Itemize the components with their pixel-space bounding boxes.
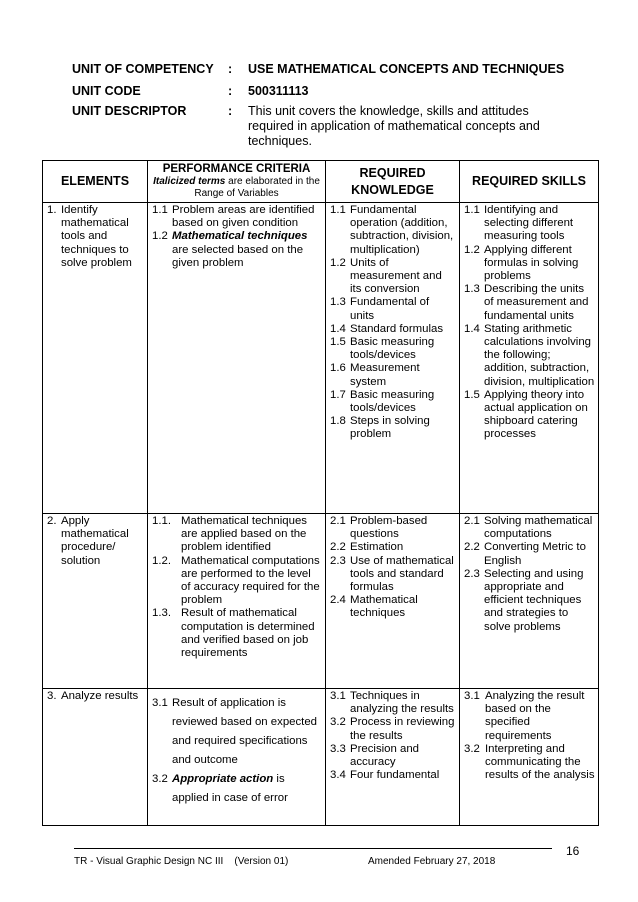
- list-item: 1.2 Units of measurement and its conversion: [330, 256, 442, 296]
- colon: :: [228, 84, 233, 98]
- list-item: 3.1 Analyzing the result based on the specified requirements: [464, 690, 585, 742]
- list-item: 3.2 Process in reviewing the results: [330, 716, 455, 742]
- list-item: 2.2 Estimation: [330, 541, 404, 554]
- header-performance-criteria: [148, 161, 326, 203]
- skills-cell: [460, 689, 599, 826]
- table-row: [43, 689, 599, 826]
- page-number: 16: [566, 844, 580, 858]
- list-item: 3.1 Techniques in analyzing the results: [330, 690, 454, 716]
- footer-divider: [74, 848, 552, 849]
- list-item: 1.8 Steps in solving problem: [330, 415, 430, 441]
- list-item: 1.2. Mathematical computations are performed to the level of accuracy required for the problem: [152, 554, 320, 607]
- skills-cell: [460, 514, 599, 689]
- list-item: 1.5 Applying theory into actual application on shipboard catering processes: [464, 388, 588, 441]
- knowledge-cell: [326, 514, 460, 689]
- skills-cell: [460, 203, 599, 514]
- list-item: 2.3 Use of mathematical tools and standard formulas: [330, 554, 454, 594]
- list-item: 1.3. Result of mathematical computation is determined and verified based on job requirements: [152, 607, 315, 660]
- footer-left: TR - Visual Graphic Design NC III (Version 01): [74, 856, 289, 867]
- unit-descriptor-label: UNIT DESCRIPTOR: [72, 104, 187, 118]
- list-item: 2.1 Problem-based questions: [330, 515, 428, 541]
- list-item: 3.2 Appropriate action is applied in case of error: [152, 773, 288, 804]
- list-item: 1.1 Fundamental operation (addition, subtraction, division, multiplication): [330, 204, 454, 256]
- criteria-cell: [148, 689, 326, 826]
- unit-descriptor-value: This unit covers the knowledge, skills and attitudes required in application of mathematical concepts and techniques.: [248, 104, 540, 148]
- performance-criteria-note: Italicized terms are elaborated in the Range of Variables: [153, 176, 320, 199]
- footer-right: Amended February 27, 2018: [368, 856, 496, 867]
- competency-table: [42, 160, 599, 826]
- criteria-cell: [148, 514, 326, 689]
- list-item: 1.2 Mathematical techniques are selected based on the given problem: [152, 230, 308, 269]
- criteria-cell: [148, 203, 326, 514]
- knowledge-cell: [326, 203, 460, 514]
- unit-code-value: 500311113: [248, 84, 309, 98]
- list-item: 1.7 Basic measuring tools/devices: [330, 388, 435, 415]
- element-cell: 1. Identify mathematical tools and techniques to solve problem: [43, 203, 148, 514]
- list-item: 1.2 Applying different formulas in solving problems: [464, 243, 579, 283]
- list-item: 1.1 Identifying and selecting different measuring tools: [464, 204, 574, 243]
- list-item: 1.1. Mathematical techniques are applied based on the problem identified: [152, 515, 307, 554]
- list-item: 2.4 Mathematical techniques: [330, 594, 418, 620]
- list-item: 1.4 Stating arithmetic calculations involving the following; addition, subtraction, division, multiplication: [464, 322, 595, 388]
- unit-of-competency-value: USE MATHEMATICAL CONCEPTS AND TECHNIQUES: [248, 62, 565, 76]
- colon: :: [228, 104, 233, 118]
- header-required-knowledge: REQUIRED KNOWLEDGE: [326, 161, 460, 203]
- list-item: 1.3 Describing the units of measurement and fundamental units: [464, 283, 589, 322]
- table-row: [43, 203, 599, 514]
- table-header-row: [43, 161, 599, 203]
- list-item: 2.1 Solving mathematical computations: [464, 515, 593, 541]
- list-item: 3.2 Interpreting and communicating the results of the analysis: [464, 742, 595, 782]
- element-cell: 3. Analyze results: [43, 689, 148, 826]
- list-item: 1.5 Basic measuring tools/devices: [330, 336, 435, 362]
- list-item: 2.2 Converting Metric to English: [464, 541, 586, 567]
- element-cell: 2. Apply mathematical procedure/ solution: [43, 514, 148, 689]
- colon: :: [228, 62, 233, 76]
- list-item: 1.6 Measurement system: [330, 362, 420, 388]
- list-item: 3.3 Precision and accuracy: [330, 742, 420, 769]
- list-item: 3.1 Result of application is reviewed based on expected and required specifications and outcome: [152, 697, 318, 766]
- list-item: 1.3 Fundamental of units: [330, 296, 430, 322]
- list-item: 1.1 Problem areas are identified based on given condition: [152, 204, 315, 230]
- header-required-skills: REQUIRED SKILLS: [460, 161, 599, 203]
- knowledge-cell: [326, 689, 460, 826]
- unit-code-label: UNIT CODE: [72, 84, 141, 98]
- list-item: 1.4 Standard formulas: [330, 322, 444, 335]
- performance-criteria-title: PERFORMANCE CRITERIA: [162, 163, 311, 175]
- header-elements: ELEMENTS: [43, 161, 148, 203]
- unit-of-competency-label: UNIT OF COMPETENCY: [72, 62, 214, 76]
- table-row: [43, 514, 599, 689]
- list-item: 3.4 Four fundamental: [330, 769, 440, 782]
- list-item: 2.3 Selecting and using appropriate and efficient techniques and strategies to solve problems: [464, 567, 584, 633]
